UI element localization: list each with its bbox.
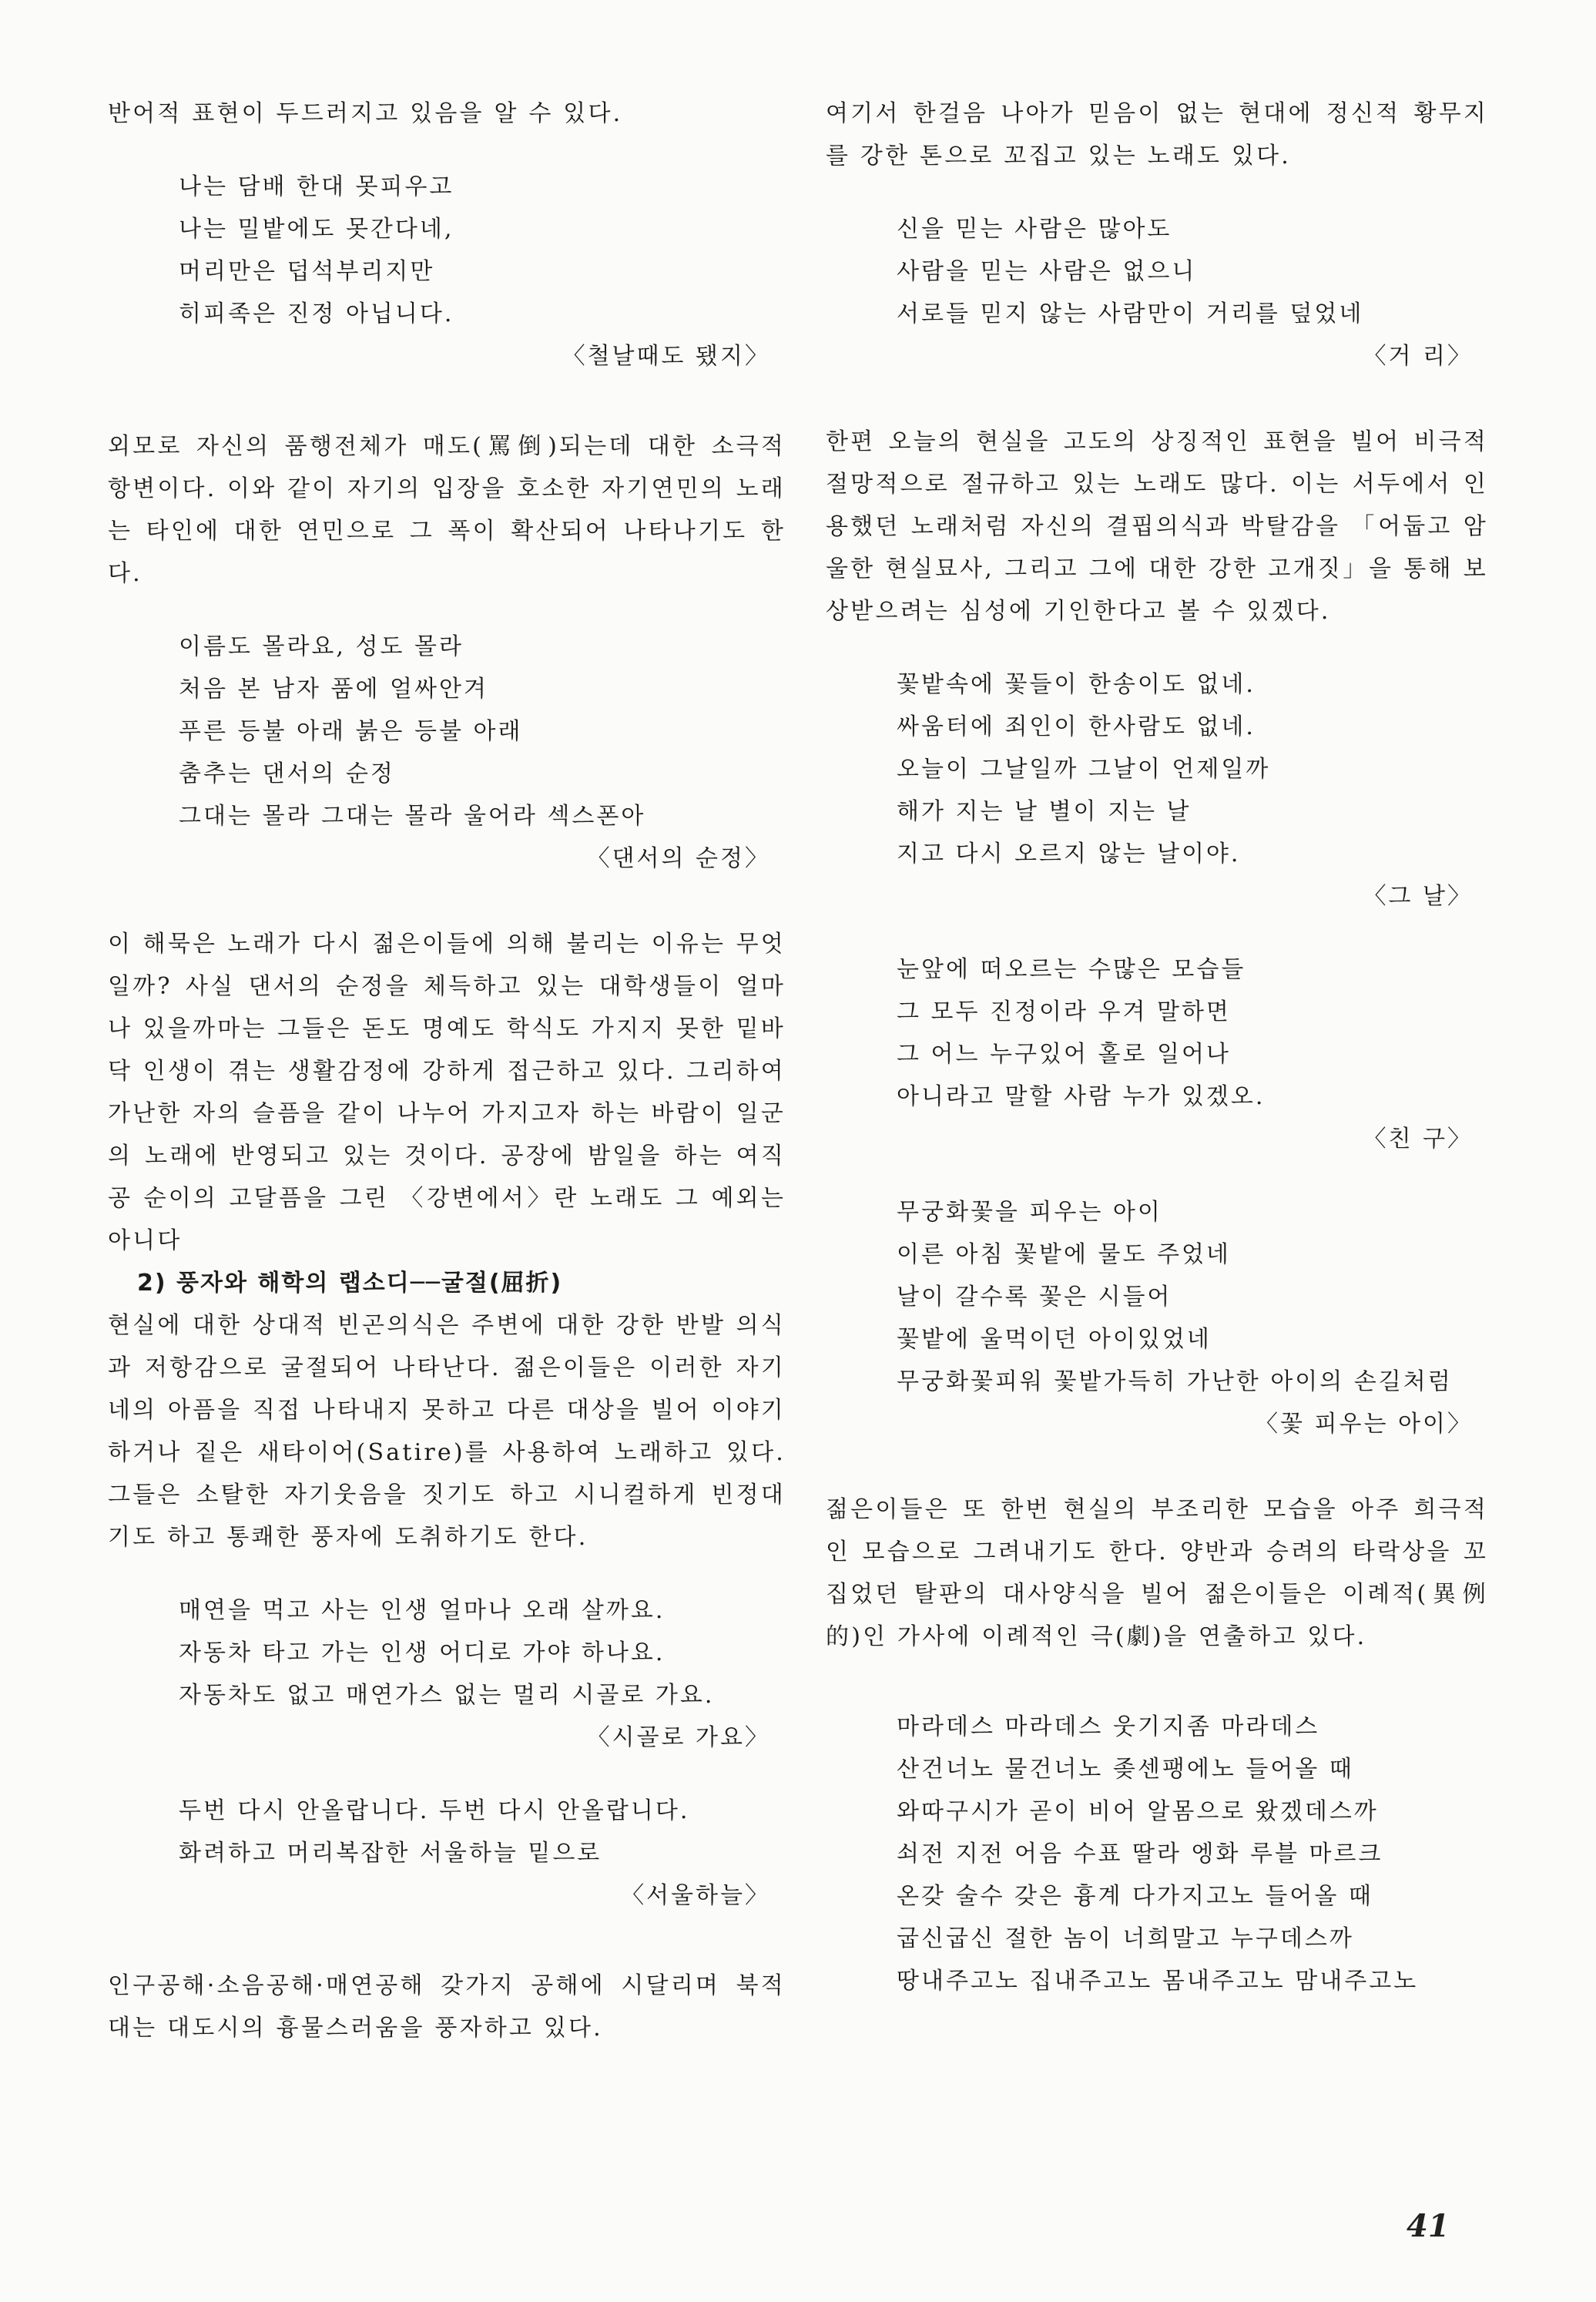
song-lyrics: [826, 663, 1488, 875]
lyric-line: 이른 아침 꽃밭에 물도 주었네: [897, 1241, 1231, 1268]
song-lyrics: [108, 626, 786, 837]
section-heading: 2) 풍자와 해학의 랩소디──굴절(屈折): [137, 1270, 563, 1297]
song-lyrics: [108, 166, 786, 335]
lyric-line: 마라데스 마라데스 웃기지좀 마라데스: [897, 1713, 1320, 1740]
lyric-line: 나는 담배 한대 못피우고: [179, 173, 454, 200]
lyric-line: 굽신굽신 절한 놈이 너희말고 누구데스까: [897, 1925, 1354, 1952]
paragraph: 현실에 대한 상대적 빈곤의식은 주변에 대한 강한 반발 의식과 저항감으로 굴절되어 나타난다. 젊은이들은 이러한 자기네의 아픔을 직접 나타내지 못하고 다른 대상을 빌어 이야기 하거나 짙은 새타이어(Satire)를 사용하여 노래하고 있다. 그들은 소탈한 자기웃음을 짓기도 하고 시니컬하게 빈정대기도 하고 통쾌한 풍자에 도취하기도 한다.: [108, 1312, 786, 1551]
song-lyrics: [826, 1706, 1488, 2002]
song-lyrics: [108, 1790, 786, 1874]
song-lyrics: [826, 1191, 1488, 1403]
lyric-line: 춤추는 댄서의 순정: [179, 760, 395, 787]
lyric-line: 두번 다시 안올랍니다. 두번 다시 안올랍니다.: [179, 1797, 690, 1824]
lyric-line: 히피족은 진정 아닙니다.: [179, 300, 454, 327]
lyric-line: 무궁화꽃을 피우는 아이: [897, 1199, 1162, 1226]
paragraph: 여기서 한걸음 나아가 믿음이 없는 현대에 정신적 황무지를 강한 톤으로 꼬집고 있는 노래도 있다.: [826, 100, 1488, 169]
lyric-line: 푸른 등불 아래 붉은 등불 아래: [179, 718, 523, 745]
song-title: 〈그 날〉: [1363, 883, 1473, 910]
lyric-line: 꽃밭속에 꽃들이 한송이도 없네.: [897, 671, 1256, 698]
lyric-line: 쇠전 지전 어음 수표 딸라 엥화 루블 마르크: [897, 1841, 1383, 1867]
lyric-line: 화려하고 머리복잡한 서울하늘 밑으로: [179, 1840, 602, 1867]
song-lyrics: [826, 948, 1488, 1118]
lyric-line: 날이 갈수록 꽃은 시들어: [897, 1284, 1172, 1310]
song-title: 〈철날때도 됐지〉: [562, 343, 770, 370]
lyric-line: 그 어느 누구있어 홀로 일어나: [897, 1041, 1231, 1068]
paragraph: 외모로 자신의 품행전체가 매도(罵倒)되는데 대한 소극적 항변이다. 이와 같이 자기의 입장을 호소한 자기연민의 노래는 타인에 대한 연민으로 그 폭이 확산되어 나타나기도 한다.: [108, 433, 786, 587]
lyric-line: 무궁화꽃피워 꽃밭가득히 가난한 아이의 손길처럼: [897, 1368, 1453, 1395]
lyric-line: 이름도 몰라요, 성도 몰라: [179, 633, 464, 660]
lyric-line: 산건너노 물건너노 좆센팽에노 들어올 때: [897, 1756, 1354, 1783]
lyric-line: 사람을 믿는 사람은 없으니: [897, 258, 1197, 285]
lyric-line: 싸움터에 죄인이 한사람도 없네.: [897, 713, 1256, 740]
paragraph: 반어적 표현이 두드러지고 있음을 알 수 있다.: [108, 100, 623, 127]
lyric-line: 지고 다시 오르지 않는 날이야.: [897, 841, 1241, 867]
page-number: 41: [1407, 2208, 1450, 2244]
lyric-line: 해가 지는 날 별이 지는 날: [897, 798, 1192, 825]
song-title: 〈댄서의 순정〉: [586, 845, 770, 872]
lyric-line: 아니라고 말할 사람 누가 있겠오.: [897, 1083, 1266, 1110]
lyric-line: 머리만은 덥석부리지만: [179, 258, 435, 285]
lyric-line: 와따구시가 곧이 비어 알몸으로 왔겠데스까: [897, 1798, 1379, 1825]
song-lyrics: [108, 1589, 786, 1716]
lyric-line: 온갖 술수 갖은 흉계 다가지고노 들어올 때: [897, 1883, 1373, 1910]
lyric-line: 자동차도 없고 매연가스 없는 멀리 시골로 가요.: [179, 1682, 715, 1709]
lyric-line: 오늘이 그날일까 그날이 언제일까: [897, 756, 1271, 783]
song-title: 〈거 리〉: [1363, 343, 1473, 370]
right-column: [826, 92, 1488, 2002]
song-title: 〈친 구〉: [1363, 1126, 1473, 1153]
lyric-line: 매연을 먹고 사는 인생 얼마나 오래 살까요.: [179, 1597, 666, 1624]
song-title: 〈시골로 가요〉: [586, 1724, 770, 1751]
lyric-line: 나는 밀밭에도 못간다네,: [179, 216, 454, 243]
lyric-line: 서로들 믿지 않는 사람만이 거리를 덮었네: [897, 300, 1364, 327]
lyric-line: 꽃밭에 울먹이던 아이있었네: [897, 1326, 1212, 1353]
left-column: [108, 92, 786, 2049]
lyric-line: 그대는 몰라 그대는 몰라 울어라 섹스폰아: [179, 803, 646, 830]
paragraph: 인구공해·소음공해·매연공해 갖가지 공해에 시달리며 북적대는 대도시의 흉물스러움을 풍자하고 있다.: [108, 1972, 786, 2042]
song-title: 〈꽃 피우는 아이〉: [1255, 1411, 1473, 1438]
paragraph: 이 해묵은 노래가 다시 젊은이들에 의해 불리는 이유는 무엇일까? 사실 댄서의 순정을 체득하고 있는 대학생들이 얼마나 있을까마는 그들은 돈도 명예도 학식도 가지지 못한 밑바닥 인생이 겪는 생활감정에 강하게 접근하고 있다. 그리하여 가난한 자의 슬픔을 같이 나누어 가지고자 하는 바람이 일군의 노래에 반영되고 있는 것이다. 공장에 밤일을 하는 여직공 순이의 고달픔을 그린 〈강변에서〉란 노래도 그 예외는 아니다: [108, 931, 786, 1254]
song-title: 〈서울하늘〉: [621, 1882, 770, 1909]
lyric-line: 눈앞에 떠오르는 수많은 모습들: [897, 956, 1246, 983]
paragraph: 젊은이들은 또 한번 현실의 부조리한 모습을 아주 희극적인 모습으로 그려내기도 한다. 양반과 승려의 타락상을 꼬집었던 탈판의 대사양식을 빌어 젊은이들은 이례적(異例的)인 가사에 이례적인 극(劇)을 연출하고 있다.: [826, 1496, 1488, 1650]
lyric-line: 신을 믿는 사람은 많아도: [897, 216, 1172, 243]
lyric-line: 처음 본 남자 품에 얼싸안겨: [179, 676, 488, 703]
lyric-line: 땅내주고노 집내주고노 몸내주고노 맘내주고노: [897, 1968, 1419, 1995]
paragraph: 한편 오늘의 현실을 고도의 상징적인 표현을 빌어 비극적 절망적으로 절규하고 있는 노래도 많다. 이는 서두에서 인용했던 노래처럼 자신의 결핍의식과 박탈감을 「어둡고 암울한 현실묘사, 그리고 그에 대한 강한 고개짓」을 통해 보상받으려는 심성에 기인한다고 볼 수 있겠다.: [826, 428, 1488, 625]
song-lyrics: [826, 208, 1488, 335]
lyric-line: 그 모두 진정이라 우겨 말하면: [897, 998, 1231, 1025]
lyric-line: 자동차 타고 가는 인생 어디로 가야 하나요.: [179, 1639, 666, 1666]
